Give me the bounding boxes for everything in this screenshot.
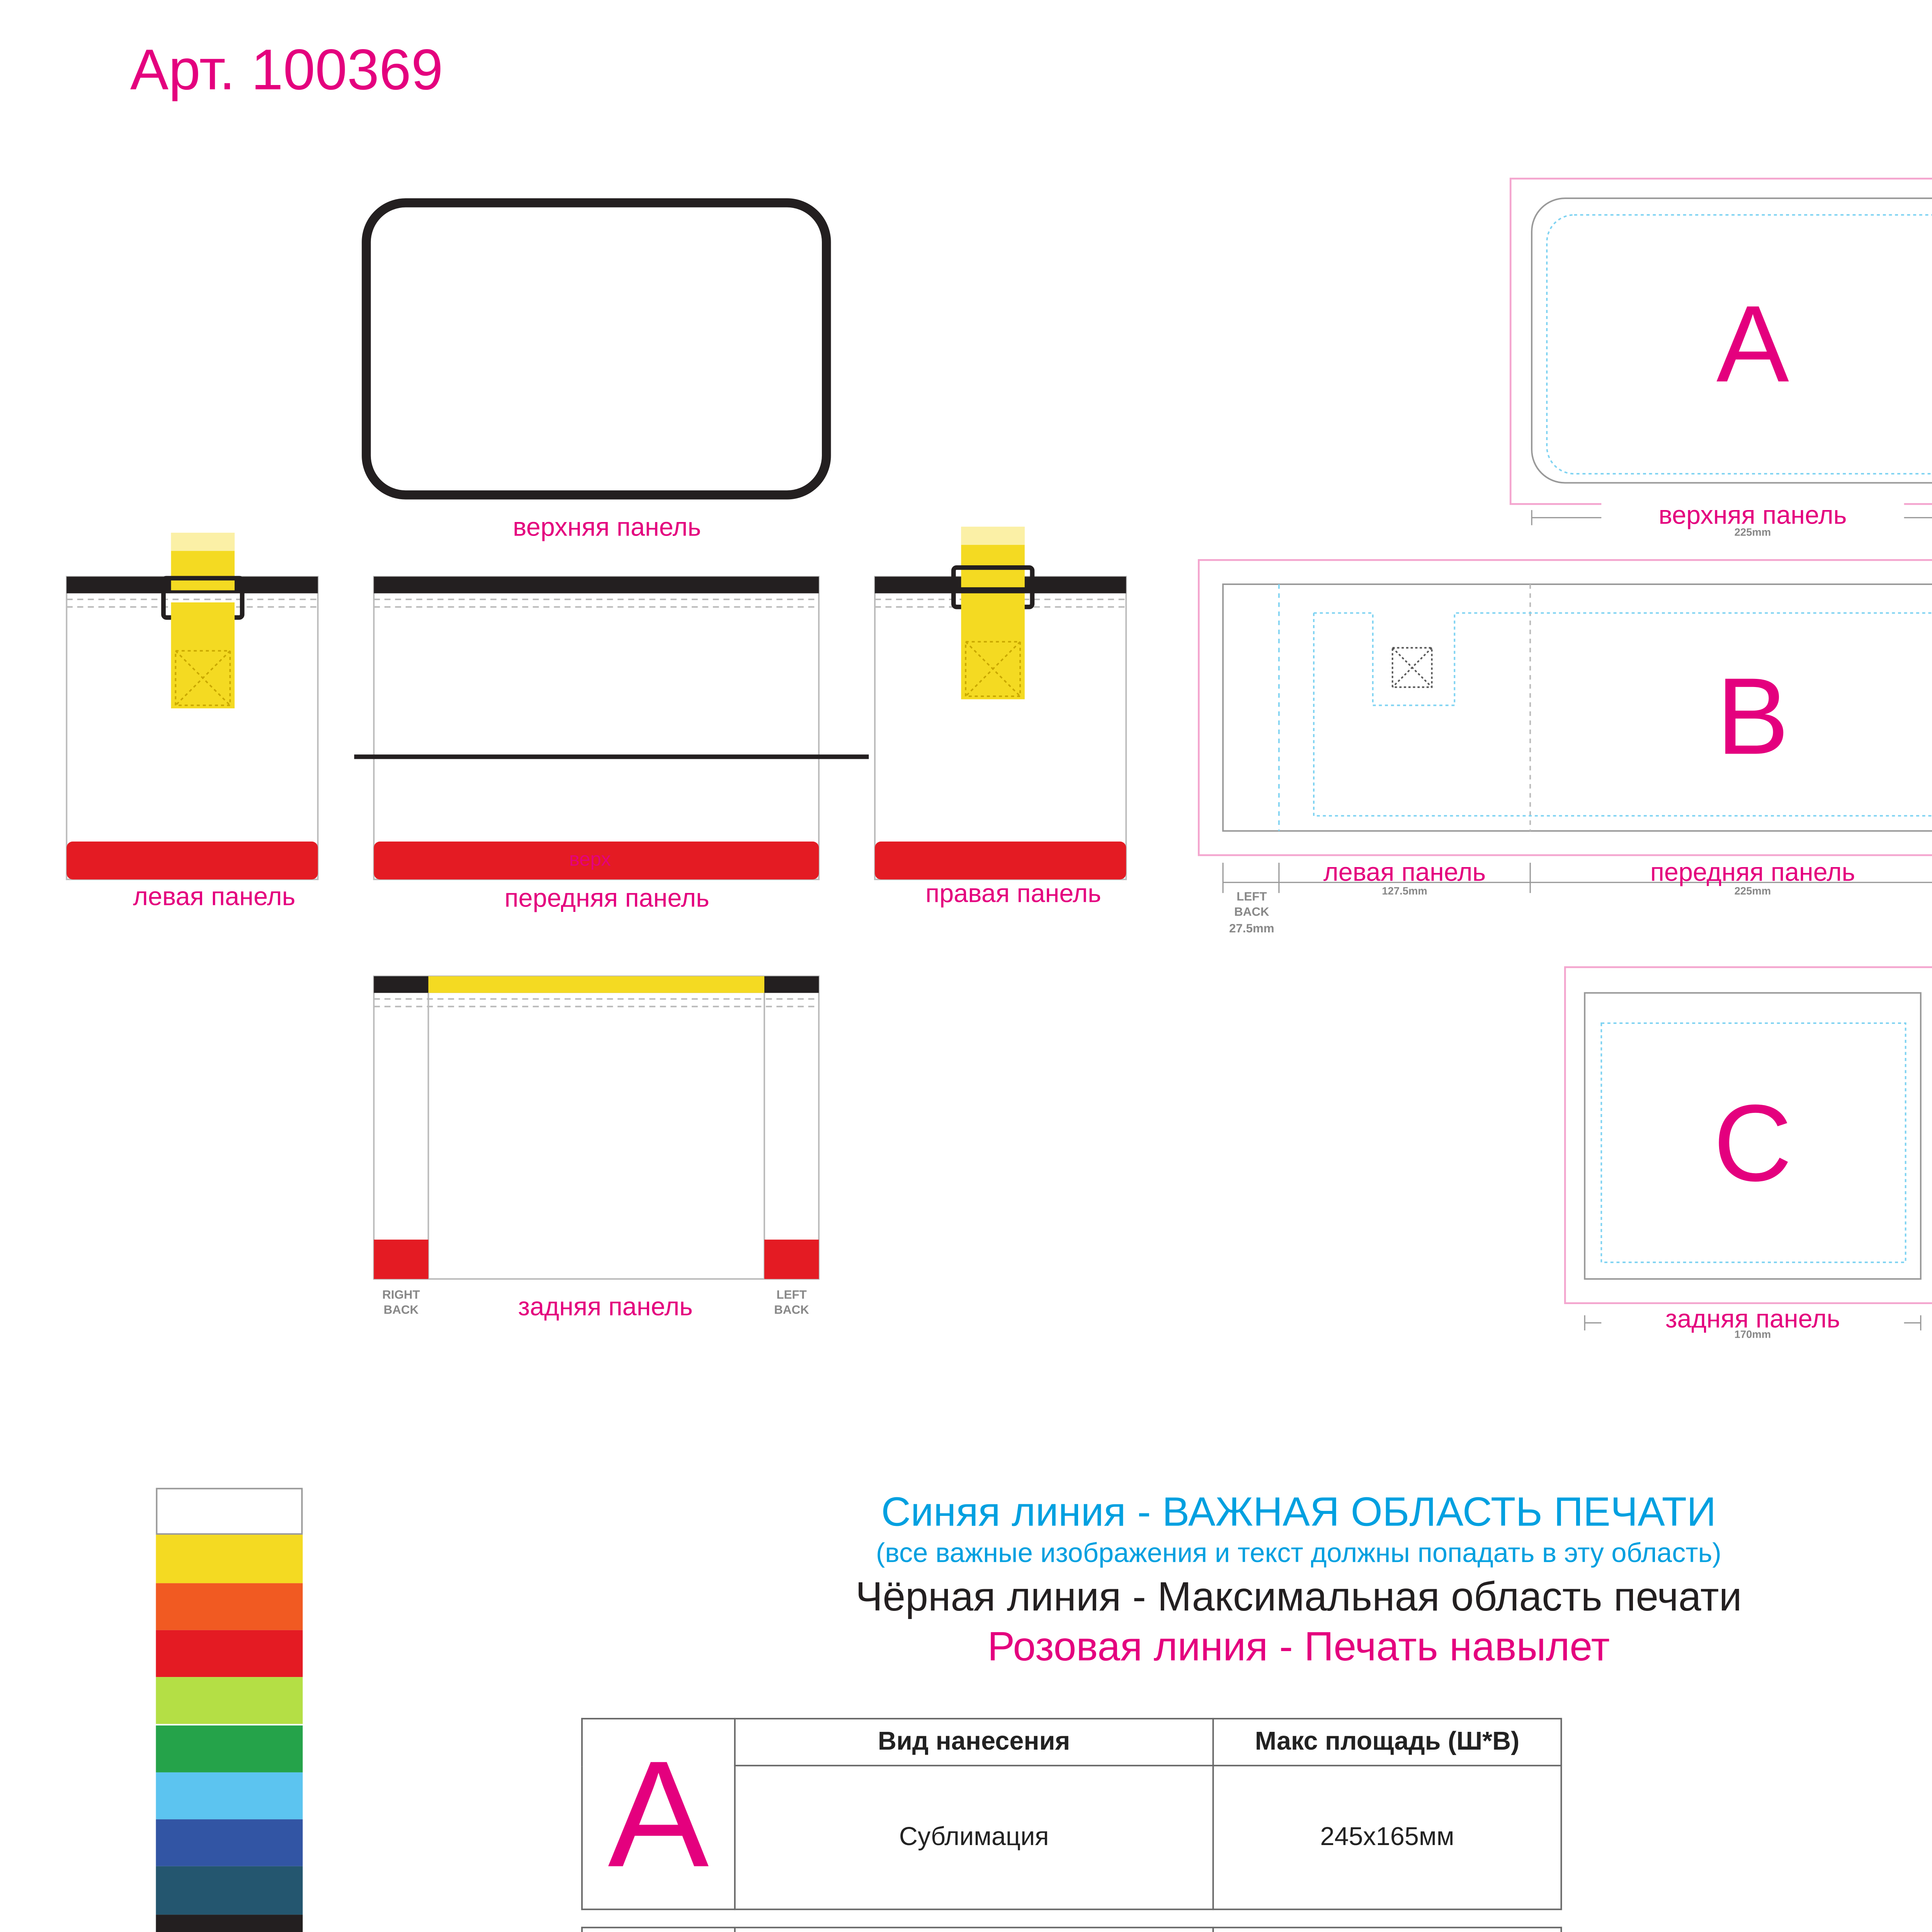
legend-blue-line: Синяя линия - ВАЖНАЯ ОБЛАСТЬ ПЕЧАТИ (881, 1489, 1716, 1535)
swatch-red[interactable] (156, 1630, 303, 1677)
back-panel-shape (374, 976, 819, 1279)
swatch-dark-teal[interactable] (156, 1867, 303, 1914)
legend-blue-note: (все важные изображения и текст должны попадать в эту область) (876, 1537, 1721, 1568)
layout-c-dim: 170mm (1734, 1330, 1771, 1341)
spec-a-method: Сублимация (735, 1765, 1213, 1909)
spec-a-area: 245x165мм (1213, 1765, 1561, 1909)
spec-table-a (581, 1718, 1562, 1910)
layout-b-letter: B (1716, 657, 1789, 778)
swatch-yellow[interactable] (156, 1535, 303, 1583)
swatch-light-green[interactable] (156, 1677, 303, 1725)
front-panel-shape (354, 577, 869, 879)
swatch-blue[interactable] (156, 1820, 303, 1867)
layout-a-label: верхняя панель (1601, 501, 1904, 531)
front-panel-label: передняя панель (504, 884, 709, 913)
bag-panels-drawing (0, 0, 1180, 1332)
spec-table-b (581, 1927, 1562, 1932)
legend-pink-line: Розовая линия - Печать навылет (987, 1624, 1610, 1670)
article-title: Арт. 100369 (130, 39, 443, 103)
layout-a-dim: 225mm (1734, 528, 1771, 539)
layout-b-front-dim: 225mm (1734, 887, 1771, 898)
layout-b-left-label: левая панель (1323, 858, 1486, 887)
swatch-green[interactable] (156, 1725, 303, 1772)
layout-a-letter: A (1716, 284, 1789, 406)
layout-c-label: задняя панель (1601, 1305, 1904, 1335)
right-panel-label: правая панель (925, 879, 1101, 908)
layout-c-letter: C (1713, 1083, 1792, 1205)
layout-b-left-back: LEFT BACK (1234, 890, 1269, 919)
right-back-label: RIGHT BACK (382, 1288, 420, 1317)
right-panel-shape (875, 527, 1126, 879)
legend-black-line: Чёрная линия - Максимальная область печати (855, 1574, 1742, 1620)
front-overlay-label: верх (569, 847, 611, 871)
spec-b-col2 (1213, 1927, 1561, 1932)
layout-b-left-back-dim: 27.5mm (1229, 922, 1274, 935)
spec-b-col1 (735, 1927, 1213, 1932)
layout-b-left-dim: 127.5mm (1382, 887, 1427, 898)
left-panel-label: левая панель (133, 882, 296, 912)
spec-b-letter (582, 1927, 735, 1932)
spec-a-letter: A (582, 1719, 735, 1910)
back-panel-label: задняя панель (518, 1293, 693, 1321)
spec-a-col1: Вид нанесения (735, 1719, 1213, 1765)
spec-a-col2: Макс площадь (Ш*В) (1213, 1719, 1561, 1765)
top-panel-label: верхняя панель (513, 513, 701, 542)
left-panel-shape (66, 533, 318, 879)
swatch-black[interactable] (156, 1914, 303, 1932)
left-back-label: LEFT BACK (774, 1288, 809, 1317)
top-panel-shape (366, 203, 827, 495)
layout-b-front-label: передняя панель (1650, 858, 1855, 887)
swatch-white[interactable] (156, 1488, 303, 1536)
swatch-orange[interactable] (156, 1583, 303, 1630)
swatch-light-blue[interactable] (156, 1772, 303, 1820)
